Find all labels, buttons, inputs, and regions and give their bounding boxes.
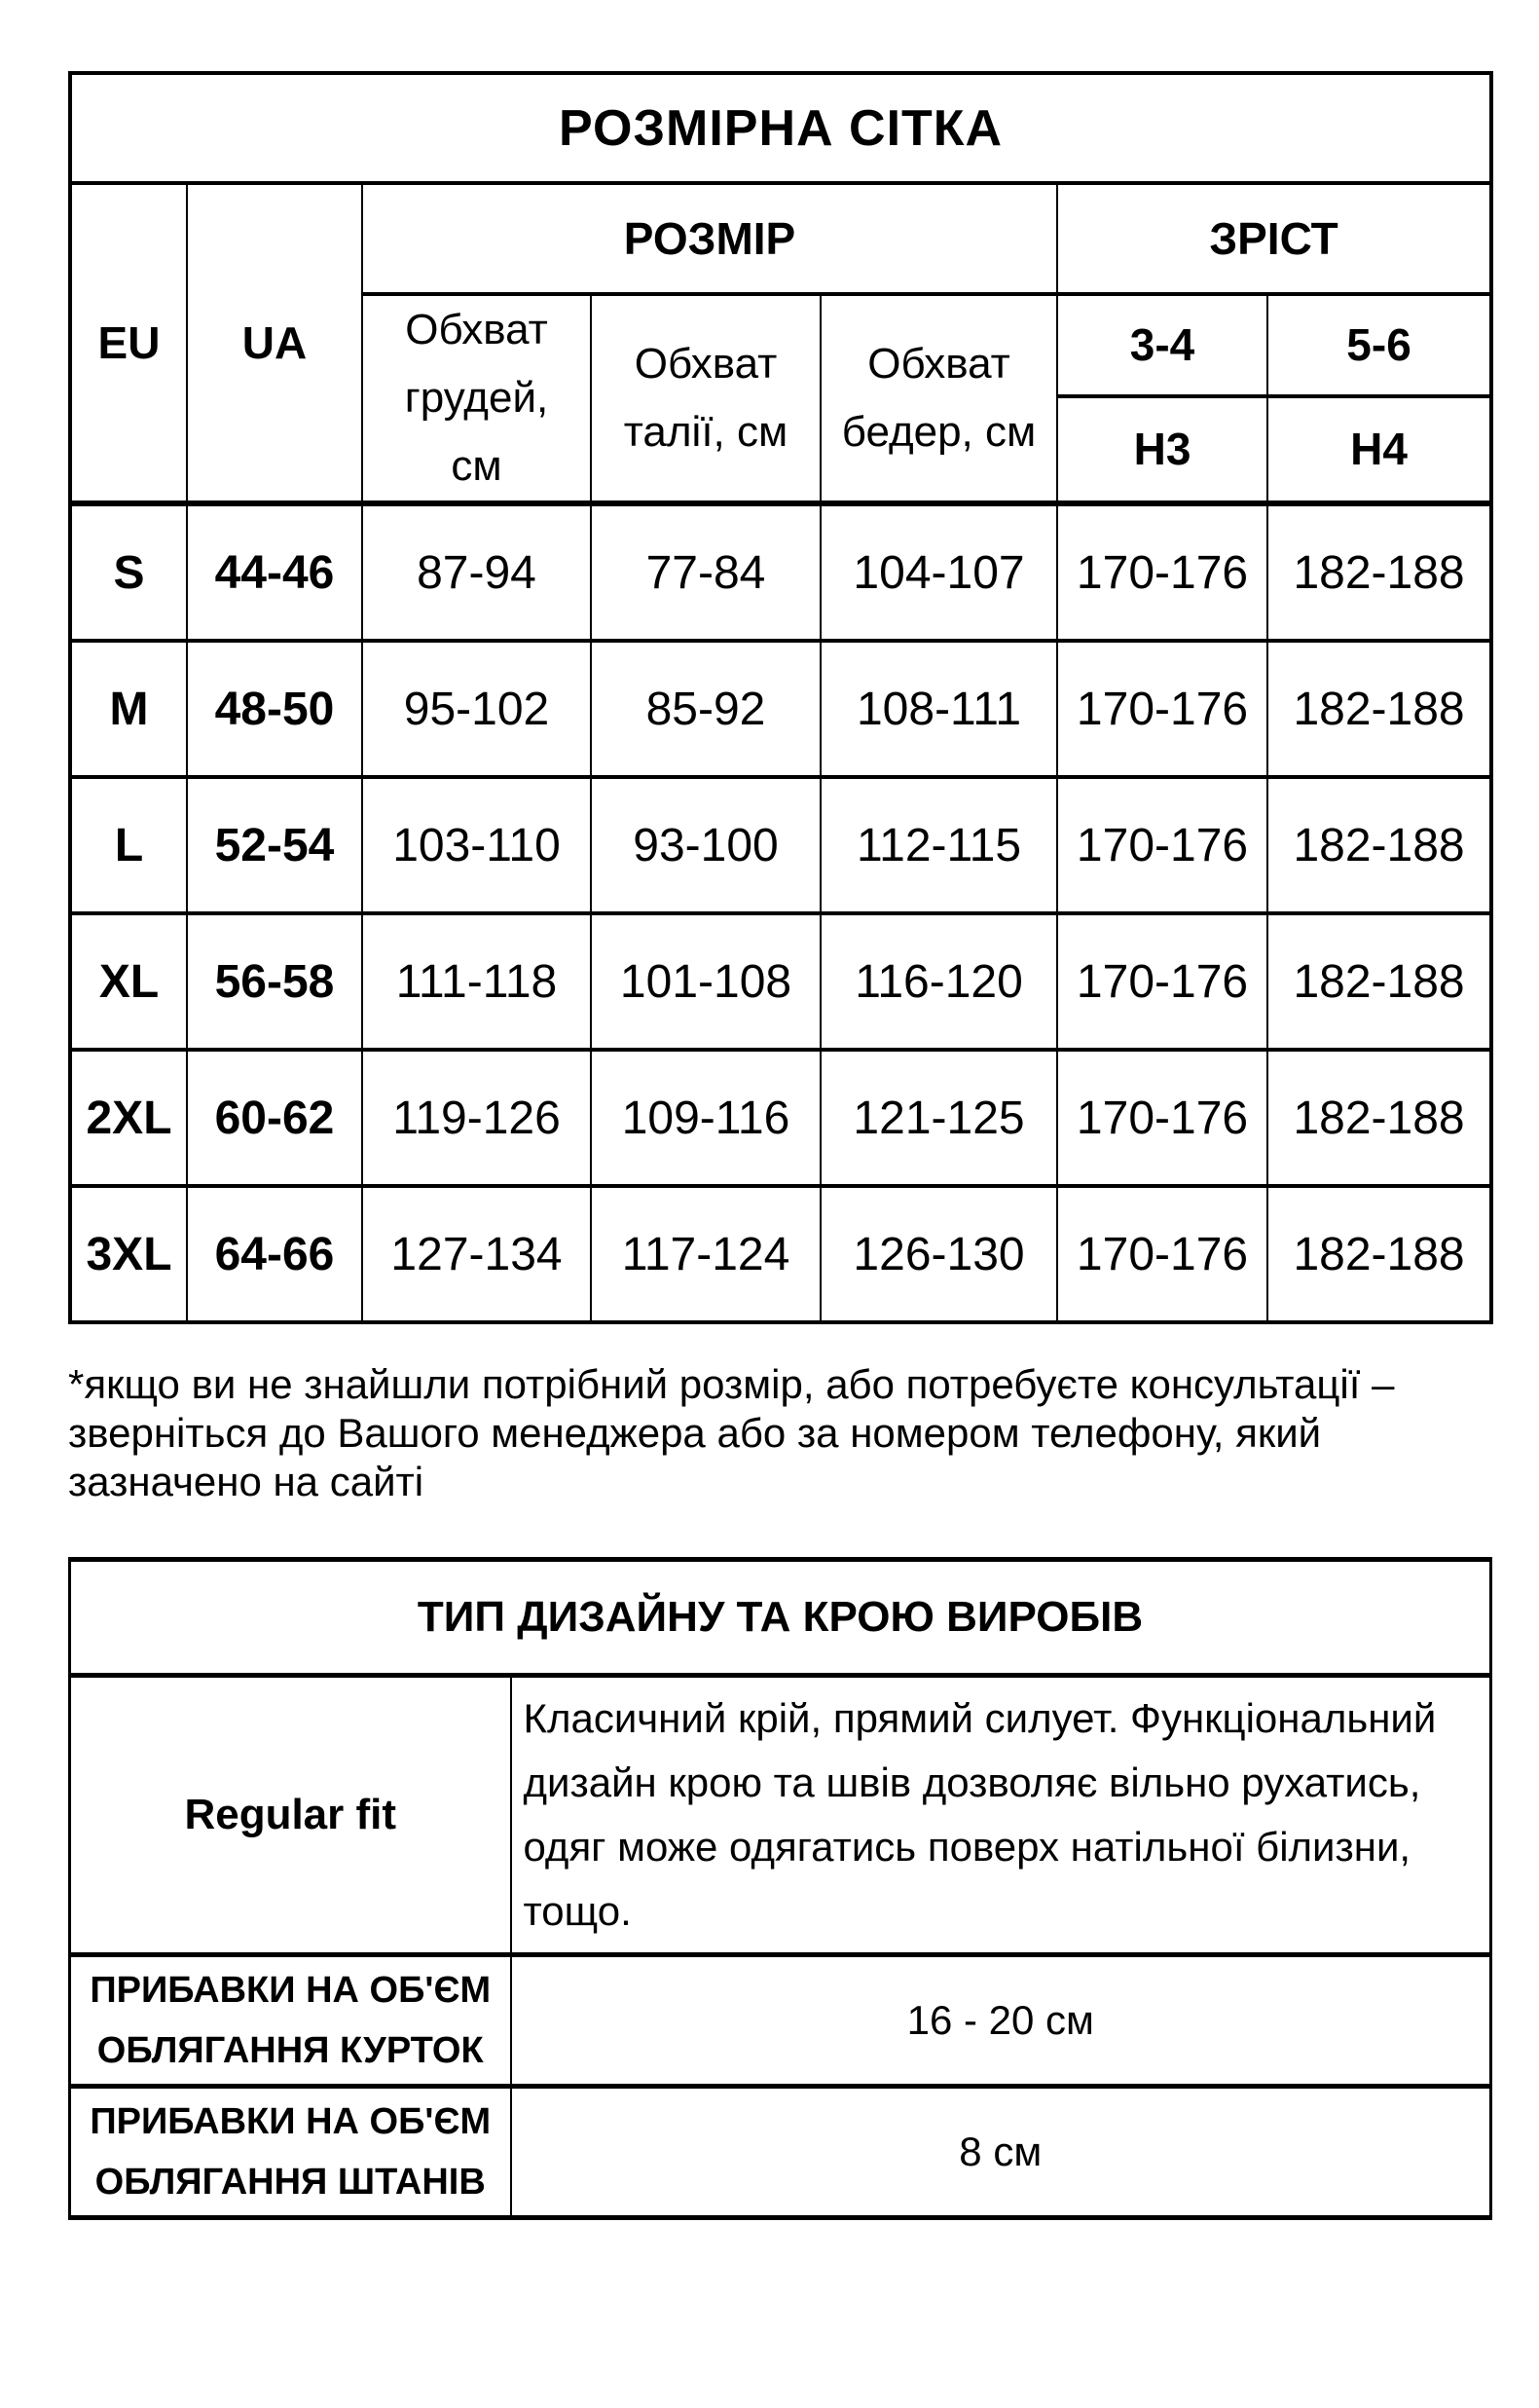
cell-eu: M (70, 641, 187, 777)
cell-eu: S (70, 503, 187, 641)
cell-waist: 109-116 (591, 1050, 821, 1186)
size-table (68, 71, 1493, 1324)
header-hips: Обхват бедер, см (821, 294, 1057, 503)
cell-chest: 119-126 (362, 1050, 591, 1186)
cell-h3: 170-176 (1057, 503, 1267, 641)
size-footnote: *якщо ви не знайшли потрібний розмір, або потребуєте консультації – зверніться до Вашого менеджера або за номером телефону, який зазначено на сайті (68, 1361, 1395, 1504)
jackets-ease-value: 16 - 20 см (511, 1955, 1491, 2087)
cell-eu: XL (70, 913, 187, 1050)
cell-chest: 111-118 (362, 913, 591, 1050)
pants-ease-value: 8 см (511, 2087, 1491, 2218)
cell-waist: 85-92 (591, 641, 821, 777)
cell-ua: 48-50 (187, 641, 362, 777)
cell-ua: 52-54 (187, 777, 362, 913)
design-table (68, 1557, 1492, 2220)
cell-chest: 95-102 (362, 641, 591, 777)
cell-waist: 77-84 (591, 503, 821, 641)
cell-h4: 182-188 (1267, 1186, 1491, 1322)
table-row-3xl (70, 1186, 1491, 1322)
table-row-2xl (70, 1050, 1491, 1186)
cell-ua: 64-66 (187, 1186, 362, 1322)
cell-h3: 170-176 (1057, 1186, 1267, 1322)
table-row-m (70, 641, 1491, 777)
header-size-group: РОЗМІР (362, 183, 1057, 294)
cell-eu: 2XL (70, 1050, 187, 1186)
header-height-3-4: 3-4 (1057, 294, 1267, 396)
table-row-s (70, 503, 1491, 641)
design-row-regular-fit (70, 1676, 1491, 1955)
design-row-pants-ease (70, 2087, 1491, 2218)
design-table-title-row (70, 1560, 1491, 1676)
page (0, 71, 1539, 2408)
cell-eu: L (70, 777, 187, 913)
cell-chest: 103-110 (362, 777, 591, 913)
cell-eu: 3XL (70, 1186, 187, 1322)
jackets-ease-label: ПРИБАВКИ НА ОБ'ЄМ ОБЛЯГАННЯ КУРТОК (70, 1955, 511, 2087)
cell-h3: 170-176 (1057, 777, 1267, 913)
cell-h4: 182-188 (1267, 913, 1491, 1050)
cell-hips: 116-120 (821, 913, 1057, 1050)
pants-ease-label: ПРИБАВКИ НА ОБ'ЄМ ОБЛЯГАННЯ ШТАНІВ (70, 2087, 511, 2218)
cell-waist: 101-108 (591, 913, 821, 1050)
cell-h4: 182-188 (1267, 777, 1491, 913)
cell-hips: 121-125 (821, 1050, 1057, 1186)
cell-h4: 182-188 (1267, 503, 1491, 641)
cell-hips: 112-115 (821, 777, 1057, 913)
cell-waist: 93-100 (591, 777, 821, 913)
size-table-title-row (70, 73, 1491, 183)
cell-ua: 56-58 (187, 913, 362, 1050)
header-height-h3: Н3 (1057, 396, 1267, 503)
header-height-group: ЗРІСТ (1057, 183, 1491, 294)
cell-hips: 126-130 (821, 1186, 1057, 1322)
size-table-header-row-1 (70, 183, 1491, 294)
fit-type-label: Regular fit (70, 1676, 511, 1955)
cell-h4: 182-188 (1267, 1050, 1491, 1186)
cell-hips: 104-107 (821, 503, 1057, 641)
cell-waist: 117-124 (591, 1186, 821, 1322)
cell-h3: 170-176 (1057, 913, 1267, 1050)
design-row-jackets-ease (70, 1955, 1491, 2087)
size-table-title: РОЗМІРНА СІТКА (70, 73, 1491, 183)
header-eu: EU (70, 183, 187, 503)
header-height-h4: Н4 (1267, 396, 1491, 503)
cell-ua: 44-46 (187, 503, 362, 641)
cell-h4: 182-188 (1267, 641, 1491, 777)
table-row-l (70, 777, 1491, 913)
table-row-xl (70, 913, 1491, 1050)
header-waist: Обхват талії, см (591, 294, 821, 503)
cell-chest: 87-94 (362, 503, 591, 641)
cell-ua: 60-62 (187, 1050, 362, 1186)
header-chest: Обхват грудей, см (362, 294, 591, 503)
header-ua: UA (187, 183, 362, 503)
design-table-title: ТИП ДИЗАЙНУ ТА КРОЮ ВИРОБІВ (70, 1560, 1491, 1676)
cell-h3: 170-176 (1057, 641, 1267, 777)
cell-hips: 108-111 (821, 641, 1057, 777)
header-height-5-6: 5-6 (1267, 294, 1491, 396)
cell-h3: 170-176 (1057, 1050, 1267, 1186)
fit-type-description: Класичний крій, прямий силует. Функціональний дизайн крою та швів дозволяє вільно рухатись, одяг може одягатись поверх натільної білизни, тощо. (511, 1676, 1491, 1955)
cell-chest: 127-134 (362, 1186, 591, 1322)
